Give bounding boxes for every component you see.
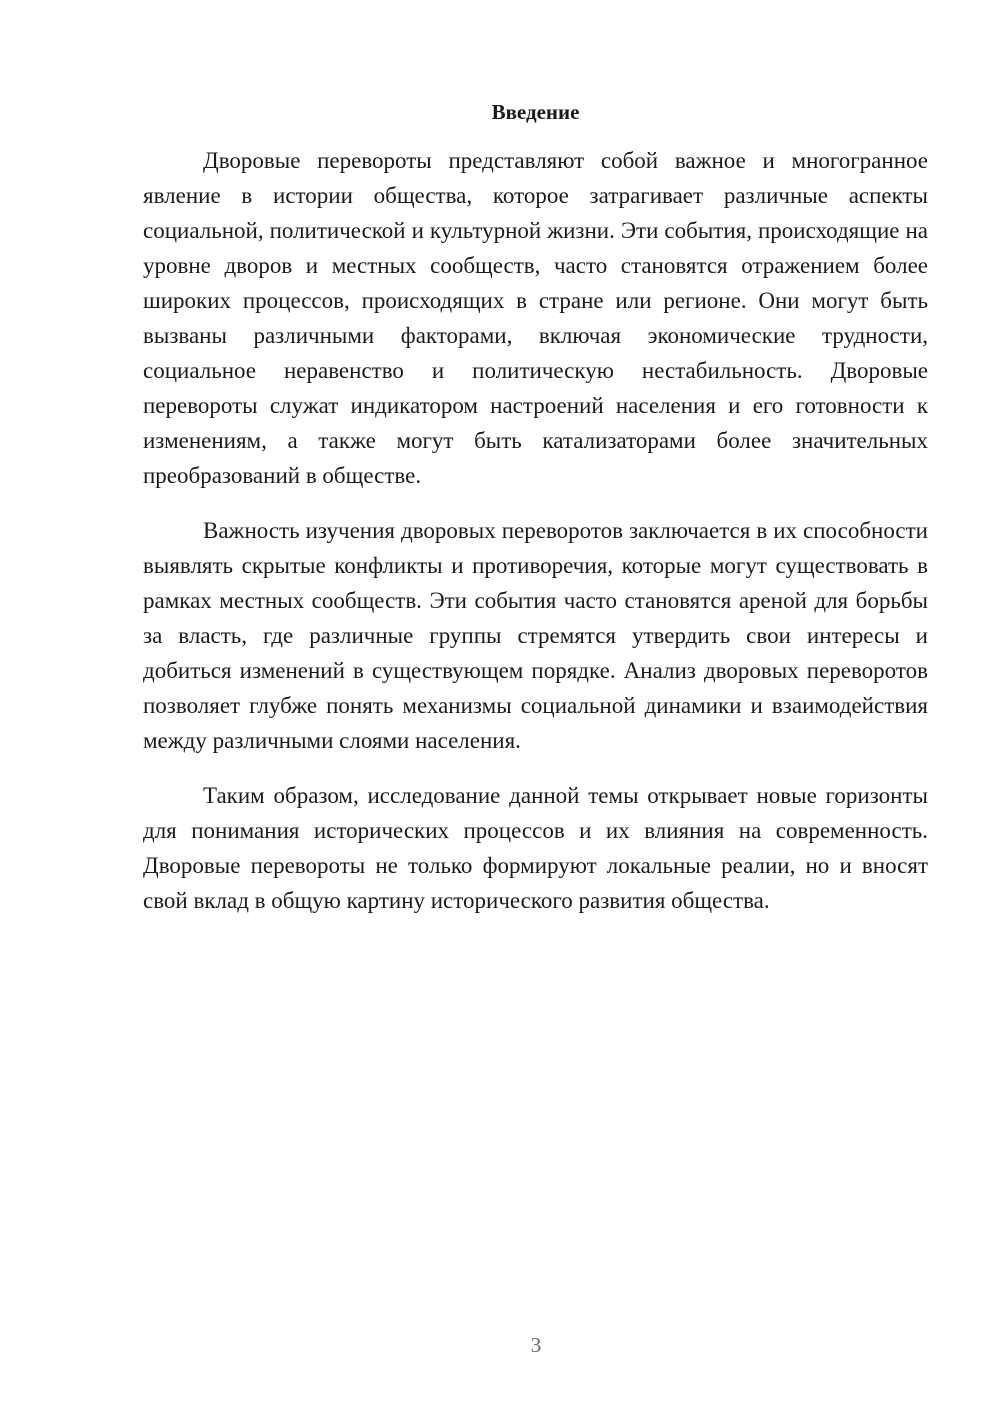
body-text [143,143,928,938]
paragraph-1: Дворовые перевороты представляют собой важное и многогранное явление в истории общества, которое затрагивает различные аспекты социальной, политической и культурной жизни. Эти события, происходящие на уровне дворов и местных сообществ, часто становятся отражением более широких процессов, происходящих в стране или регионе. Они могут быть вызваны различными факторами, включая экономические трудности, социальное неравенство и политическую нестабильность. Дворовые перевороты служат индикатором настроений населения и его готовности к изменениям, а также могут быть катализаторами более значительных преобразований в обществе. [143,148,928,488]
paragraph-3: Таким образом, исследование данной темы открывает новые горизонты для понимания исторических процессов и их влияния на современность. Дворовые перевороты не только формируют локальные реалии, но и вносят свой вклад в общую картину исторического развития общества. [143,783,928,913]
paragraph-2: Важность изучения дворовых переворотов заключается в их способности выявлять скрытые конфликты и противоречия, которые могут существовать в рамках местных сообществ. Эти события часто становятся ареной для борьбы за власть, где различные группы стремятся утвердить свои интересы и добиться изменений в существующем порядке. Анализ дворовых переворотов позволяет глубже понять механизмы социальной динамики и взаимодействия между различными слоями населения. [143,518,928,753]
section-title: Введение [491,100,580,124]
page-number: 3 [530,1333,542,1357]
